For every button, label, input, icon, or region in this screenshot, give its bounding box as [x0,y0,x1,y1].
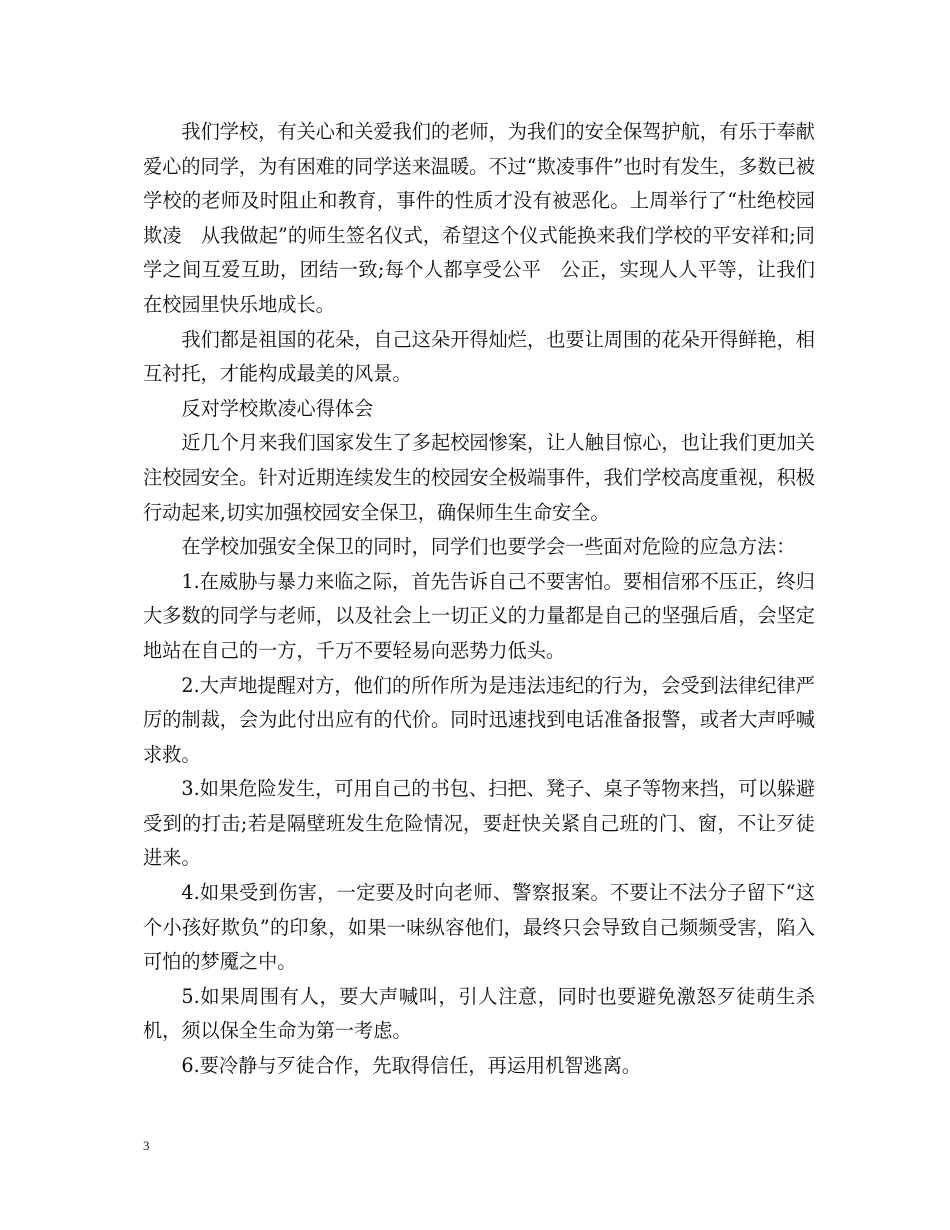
list-item-5: 5.如果周围有人，要大声喊叫，引人注意，同时也要避免激怒歹徒萌生杀机，须以保全生命为第一考虑。 [143,984,815,1043]
list-item-6: 6.要冷静与歹徒合作，先取得信任，再运用机智逃离。 [181,1054,642,1078]
list-item-2: 2.大声地提醒对方，他们的所作所为是违法违纪的行为，会受到法律纪律严厉的制裁，会为此付出应有的代价。同时迅速找到电话准备报警，或者大声呼喊求救。 [143,673,815,766]
list-item-3: 3.如果危险发生，可用自己的书包、扫把、凳子、桌子等物来挡，可以躲避受到的打击;若是隔壁班发生危险情况，要赶快关紧自己班的门、窗，不让歹徒进来。 [143,777,815,870]
paragraph-school-care: 我们学校，有关心和关爱我们的老师，为我们的安全保驾护航，有乐于奉献爱心的同学，为有困难的同学送来温暖。不过“欺凌事件”也时有发生，多数已被学校的老师及时阻止和教育，事件的性质才没有被恶化。上周举行了“杜绝校园欺凌 从我做起”的师生签名仪式，希望这个仪式能换来我们学校的平安祥和;同学之间互爱互助，团结一致;每个人都享受公平 公正，实现人人平等，让我们在校园里快乐地成长。 [143,120,815,316]
list-item-1: 1.在威胁与暴力来临之际，首先告诉自己不要害怕。要相信邪不压正，终归大多数的同学与老师，以及社会上一切正义的力量都是自己的坚强后盾，会坚定地站在自己的一方，千万不要轻易向恶势力低头。 [143,569,815,662]
list-item-4: 4.如果受到伤害，一定要及时向老师、警察报案。不要让不法分子留下“这个小孩好欺负”的印象，如果一味纵容他们，最终只会导致自己频频受害，陷入可怕的梦魇之中。 [143,881,815,974]
page-number: 3 [143,1138,150,1153]
paragraph-campus-safety: 近几个月来我们国家发生了多起校园惨案，让人触目惊心，也让我们更加关注校园安全。针对近期连续发生的校园安全极端事件，我们学校高度重视，积极行动起来,切实加强校园安全保卫，确保师生生命安全。 [143,431,815,524]
paragraph-emergency-intro: 在学校加强安全保卫的同时，同学们也要学会一些面对危险的应急方法： [181,535,796,559]
paragraph-flowers: 我们都是祖国的花朵，自己这朵开得灿烂，也要让周围的花朵开得鲜艳，相互衬托，才能构成最美的风景。 [143,327,815,386]
document-body [143,115,815,1084]
section-heading: 反对学校欺凌心得体会 [181,396,374,420]
